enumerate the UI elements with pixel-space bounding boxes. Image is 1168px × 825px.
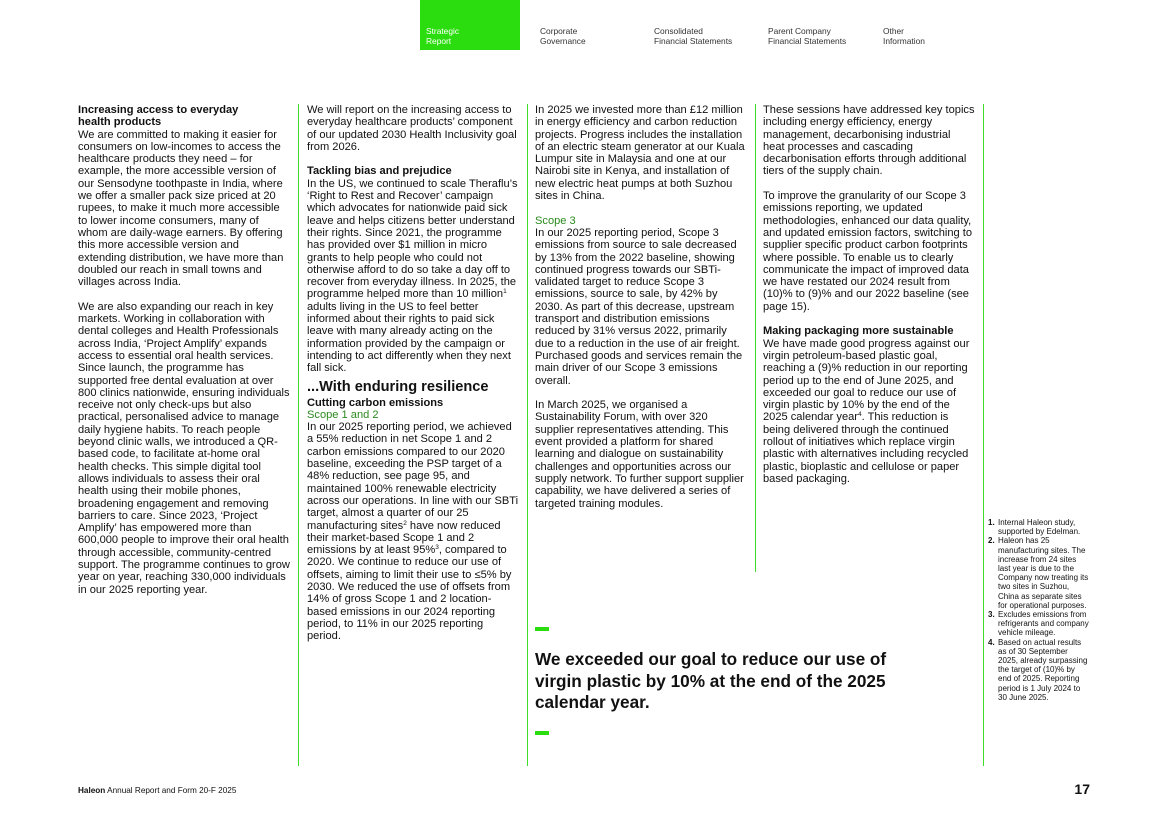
text-run: . This reduction is being delivered through the continued rollout of initiatives which replace virgin plastic with alternatives including recycled plastic, bioplastic and cellulose or paper based packaging. bbox=[763, 411, 969, 485]
section-title-resilience: ...With enduring resilience bbox=[307, 378, 489, 395]
section-heading-bias: Tackling bias and prejudice bbox=[307, 165, 452, 178]
footnote-number: 4. bbox=[988, 637, 995, 647]
section-heading-packaging: Making packaging more sustainable bbox=[763, 325, 954, 338]
footnote-text: Internal Haleon study, supported by Edelman. bbox=[998, 518, 1081, 537]
column-2 bbox=[307, 104, 520, 642]
footnote-number: 2. bbox=[988, 536, 995, 546]
nav-tab-line1: Other bbox=[883, 26, 904, 36]
footnote-text: Haleon has 25 manufacturing sites. The increase from 24 sites last year is due to the Company now treating its two sites in Suzhou, China as separate sites for operational purposes. bbox=[998, 536, 1089, 610]
subheading-scope-3: Scope 3 bbox=[535, 214, 576, 227]
report-title: Annual Report and Form 20-F 2025 bbox=[105, 786, 237, 795]
footnote-ref: 4 bbox=[857, 411, 862, 419]
page-number: 17 bbox=[1074, 781, 1090, 797]
paragraph bbox=[307, 178, 520, 375]
nav-tab-corporate-governance[interactable] bbox=[534, 0, 639, 50]
heading-line: Increasing access to everyday bbox=[78, 104, 239, 116]
nav-tab-parent-company-financial-statements[interactable] bbox=[762, 0, 872, 50]
paragraph bbox=[307, 421, 520, 642]
section-heading-carbon: Cutting carbon emissions bbox=[307, 396, 444, 409]
footnote-ref: 2 bbox=[403, 519, 407, 527]
footnote-item bbox=[988, 610, 1090, 638]
footnote-item bbox=[988, 638, 1090, 702]
nav-tab-line1: Parent Company bbox=[768, 26, 831, 36]
footnotes bbox=[988, 518, 1090, 702]
text-run: , compared to 2020. We continue to reduce our use of offsets, aiming to limit their use to ≤5% by 2030. We reduced the use of offsets from 14% of gross Scope 1 and 2 location-based emissions in our 2024 reporting period, to 11% in our 2025 reporting period. bbox=[307, 544, 512, 643]
nav-tab-line2: Report bbox=[426, 36, 452, 46]
text-run: adults living in the US to feel better informed about their rights to paid sick leave with many already acting on the information provided by the campaign or intending to act differently when they next fall sick. bbox=[307, 300, 511, 375]
column-1 bbox=[78, 104, 290, 596]
nav-tab-line2: Financial Statements bbox=[654, 36, 733, 46]
paragraph: We will report on the increasing access to everyday healthcare products’ component of our updated 2030 Health Inclusivity goal from 2026. bbox=[307, 104, 517, 153]
nav-tab-strategic-report[interactable] bbox=[420, 0, 520, 50]
nav-tab-consolidated-financial-statements[interactable] bbox=[648, 0, 758, 50]
footnote-item bbox=[988, 536, 1090, 610]
section-heading-access bbox=[78, 104, 290, 129]
accent-dash bbox=[535, 627, 549, 631]
paragraph: These sessions have addressed key topics including energy efficiency, energy management, decarbonising industrial heat processes and cascading decarbonisation efforts through additional tiers of the supply chain. bbox=[763, 104, 975, 178]
column-4 bbox=[763, 104, 975, 485]
nav-tab-other-information[interactable] bbox=[877, 0, 967, 50]
footnote-number: 1. bbox=[988, 518, 995, 527]
text-run: have now reduced their market-based Scope 1 and 2 emissions by at least 95% bbox=[307, 519, 501, 557]
footnote-ref: 1 bbox=[503, 288, 507, 296]
page-footer bbox=[78, 786, 236, 795]
text-run: In our 2025 reporting period, we achieved a 55% reduction in net Scope 1 and 2 carbon emissions compared to our 2020 baseline, exceeding the PSP target of a 48% reduction, see page 95, and maintained 100% renewable electricity across our operations. In line with our SBTi target, almost a quarter of our 25 manufacturing sites bbox=[307, 421, 519, 532]
paragraph: In March 2025, we organised a Sustainability Forum, with over 320 supplier representatives attending. This event provided a platform for shared learning and dialogue on sustainability challenges and opportunities across our supply network. To further support supplier capability, we have delivered a series of targeted training modules. bbox=[535, 399, 744, 510]
footnote-item bbox=[988, 518, 1090, 536]
nav-tab-line1: Corporate bbox=[540, 26, 578, 36]
column-3 bbox=[535, 104, 747, 510]
paragraph: In 2025 we invested more than £12 million in energy efficiency and carbon reduction projects. Progress includes the installation of an electric steam generator at our Kuala Lumpur site in Malaysia and one at our Nairobi site in Kenya, and installation of new electric heat pumps at both Suzhou sites in China. bbox=[535, 104, 745, 203]
heading-line: health products bbox=[78, 116, 162, 129]
pull-quote: We exceeded our goal to reduce our use of virgin plastic by 10% at the end of the 2025 calendar year. bbox=[535, 649, 887, 712]
brand-name: Haleon bbox=[78, 786, 106, 795]
accent-dash bbox=[535, 731, 549, 735]
column-divider bbox=[298, 104, 299, 766]
paragraph: We are also expanding our reach in key markets. Working in collaboration with dental colleges and Health Professionals across India, ‘Project Amplify’ expands access to essential oral health services. Since launch, the programme has supported free dental evaluation at over 800 clinics nationwide, ensuring individuals receive not only check-ups but also practical, personalised advice to manage daily hygiene habits. To reach people beyond clinic walls, we introduced a QR-based code, to facilitate at-home oral health checks. This simple digital tool allows individuals to assess their oral health using their mobile phones, broadening engagement and removing barriers to care. Since 2023, ‘Project Amplify’ has empowered more than 600,000 people to improve their oral health through accessible, community-centred support. The programme continues to grow year on year, reaching 330,000 individuals in our 2025 reporting year. bbox=[78, 300, 290, 596]
subheading-scope-1-2: Scope 1 and 2 bbox=[307, 408, 379, 421]
nav-tab-line2: Financial Statements bbox=[768, 36, 847, 46]
footnote-ref: 3 bbox=[435, 544, 439, 552]
top-navigation bbox=[0, 0, 1168, 50]
column-divider bbox=[755, 104, 756, 572]
column-divider bbox=[983, 104, 984, 766]
text-run: In the US, we continued to scale Theraflu’s ‘Right to Rest and Recover’ campaign which advocates for nationwide paid sick leave and helps citizens better understand their rights. Since 2021, the programme has provided over $1 million in micro grants to help people who could not otherwise afford to do so take a day off to recover from everyday illness. In 2025, the programme helped more than 10 million bbox=[307, 177, 518, 301]
nav-tab-line1: Strategic bbox=[426, 26, 460, 36]
paragraph: To improve the granularity of our Scope 3 emissions reporting, we updated methodologies, enhanced our data quality, and updated emission factors, switching to supplier specific product carbon footprints where possible. To enable us to clearly communicate the impact of improved data we have restated our 2024 result from (10)% to (9)% and our 2022 baseline (see page 15). bbox=[763, 190, 973, 313]
nav-tab-line2: Governance bbox=[540, 36, 586, 46]
paragraph: In our 2025 reporting period, Scope 3 emissions from source to sale decreased by 13% from the 2022 baseline, showing continued progress towards our SBTi-validated target to reduce Scope 3 emissions, source to sale, by 42% by 2030. As part of this decrease, upstream transport and distribution emissions reduced by 31% versus 2022, primarily due to a reduction in the use of air freight. Purchased goods and services remain the main driver of our Scope 3 emissions overall. bbox=[535, 226, 743, 387]
paragraph bbox=[763, 338, 975, 486]
nav-tab-line2: Information bbox=[883, 36, 925, 46]
footnote-number: 3. bbox=[988, 610, 995, 620]
footnote-text: Excludes emissions from refrigerants and company vehicle mileage. bbox=[998, 610, 1089, 638]
text-run: We have made good progress against our virgin petroleum-based plastic goal, reaching a (9)% reduction in our reporting period up to the end of June 2025, and exceeded our goal to reduce our use of virgin plastic by 10% by the end of the 2025 calendar year bbox=[763, 337, 970, 424]
column-divider bbox=[527, 104, 528, 766]
nav-tab-line1: Consolidated bbox=[654, 26, 703, 36]
paragraph: We are committed to making it easier for consumers on low-incomes to access the healthcare products they need – for example, the more accessible version of our Sensodyne toothpaste in India, where we offer a smaller pack size priced at 20 rupees, to make it much more accessible to lower income consumers, many of whom are daily-wage earners. By offering this more accessible version and extending distribution, we have more than doubled our reach in small towns and villages across India. bbox=[78, 128, 284, 289]
footnote-text: Based on actual results as of 30 September 2025, already surpassing the target of (10)% by end of 2025. Reporting period is 1 July 2024 to 30 June 2025. bbox=[998, 637, 1088, 702]
